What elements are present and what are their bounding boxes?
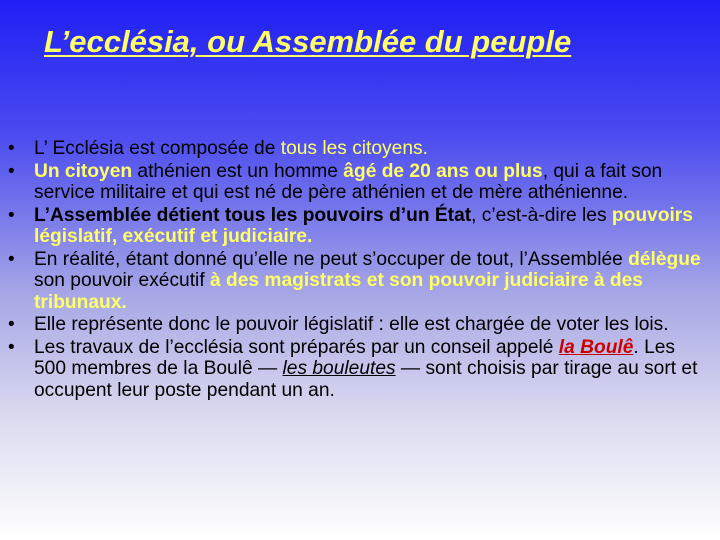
bullet-text: Un citoyen (34, 160, 133, 182)
bullet-text: L’Assemblée détient tous les pouvoirs d’un État (34, 204, 472, 226)
bullet-dot-icon: • (8, 336, 15, 358)
bullet-text: , c’est-à-dire les (471, 204, 612, 226)
bullet-text: son pouvoir exécutif (34, 270, 210, 291)
bullet-dot-icon: • (8, 138, 15, 159)
bullet-dot-icon: • (8, 204, 15, 226)
bullet-list (0, 138, 716, 402)
bullet-text: . Les 500 membres de la Boulê — (34, 336, 676, 379)
bullet-text: Les travaux de l’ecclésia sont préparés par un conseil appelé (34, 336, 559, 358)
bullet-item (0, 138, 716, 160)
bullet-text: pouvoirs législatif, exécutif et judiciaire. (34, 204, 693, 247)
bullet-dot-icon: • (8, 314, 15, 335)
bullet-text: athénien est un homme (132, 160, 344, 182)
slide-title: L’ecclésia, ou Assemblée du peuple (44, 24, 572, 59)
bullet-text: âgé de 20 ans ou plus (343, 160, 543, 182)
bullet-text: la Boulê (558, 336, 634, 358)
bullet-item (0, 205, 716, 248)
bullet-text: les bouleutes (282, 358, 396, 379)
bullet-text: — sont choisis par tirage au sort et occupent leur poste pendant un an. (34, 358, 698, 401)
bullet-item (0, 314, 716, 336)
bullet-text: à des magistrats et son pouvoir judiciaire à des tribunaux. (34, 270, 643, 313)
bullet-item (0, 161, 716, 204)
bullet-text: En réalité, étant donné qu’elle ne peut s’occuper de tout, l’Assemblée (34, 248, 629, 270)
bullet-item (0, 249, 716, 314)
bullet-text: délègue (628, 248, 701, 270)
bullet-dot-icon: • (8, 160, 15, 182)
bullet-item (0, 337, 716, 402)
bullet-text: Elle représente donc le pouvoir législatif : elle est chargée de voter les lois. (34, 314, 669, 335)
bullet-text: L’ Ecclésia est composée de (34, 138, 281, 159)
bullet-dot-icon: • (8, 248, 15, 270)
bullet-text: , qui a fait son service militaire et qui est né de père athénien et de mère athénienne. (34, 160, 663, 203)
bullet-text: tous les citoyens. (280, 138, 428, 159)
